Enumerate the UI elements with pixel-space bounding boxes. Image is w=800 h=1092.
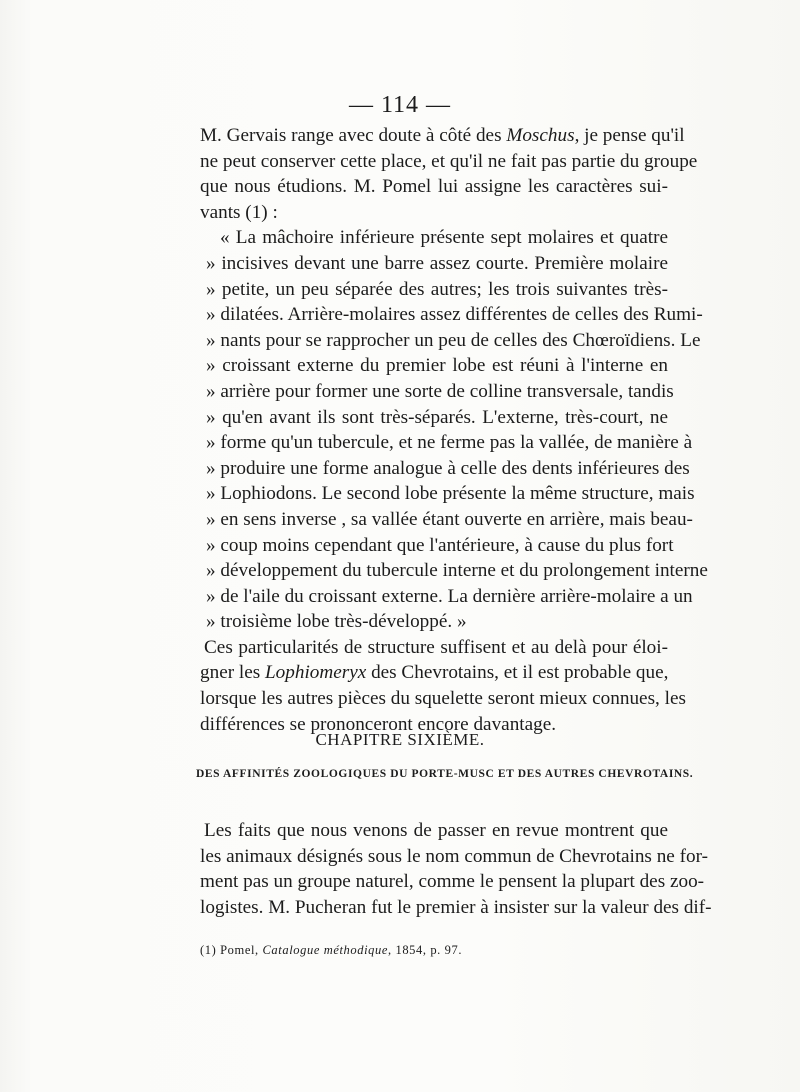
quote-line: » coup moins cependant que l'antérieure, à cause du plus fort: [206, 534, 674, 556]
paragraph-affinities: [200, 818, 712, 920]
quote-line: » arrière pour former une sorte de colline transversale, tandis: [206, 380, 674, 402]
quote-line: » qu'en avant ils sont très-séparés. L'externe, très-court, ne: [206, 406, 668, 428]
quote-line: » petite, un peu séparée des autres; les trois suivantes très-: [206, 278, 668, 300]
quote-line: » forme qu'un tubercule, et ne ferme pas la vallée, de manière à: [206, 432, 693, 454]
quote-line: » de l'aile du croissant externe. La dernière arrière-molaire a un: [206, 585, 693, 607]
quote-line: » Lophiodons. Le second lobe présente la même structure, mais: [206, 483, 695, 505]
main-text-block: [200, 123, 708, 737]
chapter-subtitle: DES AFFINITÉS ZOOLOGIQUES DU PORTE-MUSC ET DES AUTRES CHEVROTAINS.: [196, 768, 694, 780]
text-line: M. Gervais range avec doute à côté des Moschus, je pense qu'il: [200, 125, 685, 146]
quote-line: » développement du tubercule interne et du prolongement interne: [206, 560, 708, 582]
chapter-title: CHAPITRE SIXIÈME.: [315, 730, 485, 749]
quote-line: » croissant externe du premier lobe est réuni à l'interne en: [206, 355, 668, 377]
text-line: Les faits que nous venons de passer en revue montrent que: [204, 820, 668, 841]
paragraph-lophiomeryx: [200, 635, 686, 737]
quote-line: » troisième lobe très-développé. »: [206, 611, 467, 633]
quote-line: » nants pour se rapprocher un peu de celles des Chœroïdiens. Le: [206, 329, 701, 351]
quote-line: » dilatées. Arrière-molaires assez différentes de celles des Rumi-: [206, 304, 703, 326]
quote-line: » en sens inverse , sa vallée étant ouverte en arrière, mais beau-: [206, 508, 693, 530]
text-line: différences se prononceront encore davantage.: [200, 713, 557, 735]
text-line: vants (1) :: [200, 201, 278, 223]
text-line: les animaux désignés sous le nom commun de Chevrotains ne for-: [200, 845, 708, 867]
text-line: logistes. M. Pucheran fut le premier à insister sur la valeur des dif-: [200, 896, 712, 918]
page-number: — 114 —: [348, 92, 452, 118]
text-line: Ces particularités de structure suffisent et au delà pour éloi-: [204, 636, 668, 658]
text-line: ment pas un groupe naturel, comme le pensent la plupart des zoo-: [200, 871, 705, 893]
quote-line: » incisives devant une barre assez courte. Première molaire: [206, 252, 668, 274]
quote-line: « La mâchoire inférieure présente sept molaires et quatre: [220, 227, 668, 249]
quotation-block: [200, 225, 708, 635]
text-line: que nous étudions. M. Pomel lui assigne les caractères sui-: [200, 176, 668, 198]
text-line: gner les Lophiomeryx des Chevrotains, et il est probable que,: [200, 662, 669, 684]
paragraph-intro: [200, 123, 698, 225]
text-line: ne peut conserver cette place, et qu'il ne fait pas partie du groupe: [200, 150, 698, 172]
text-line: lorsque les autres pièces du squelette seront mieux connues, les: [200, 688, 686, 710]
quote-line: » produire une forme analogue à celle des dents inférieures des: [206, 457, 690, 479]
footnote: (1) Pomel, Catalogue méthodique, 1854, p. 97.: [200, 943, 463, 957]
